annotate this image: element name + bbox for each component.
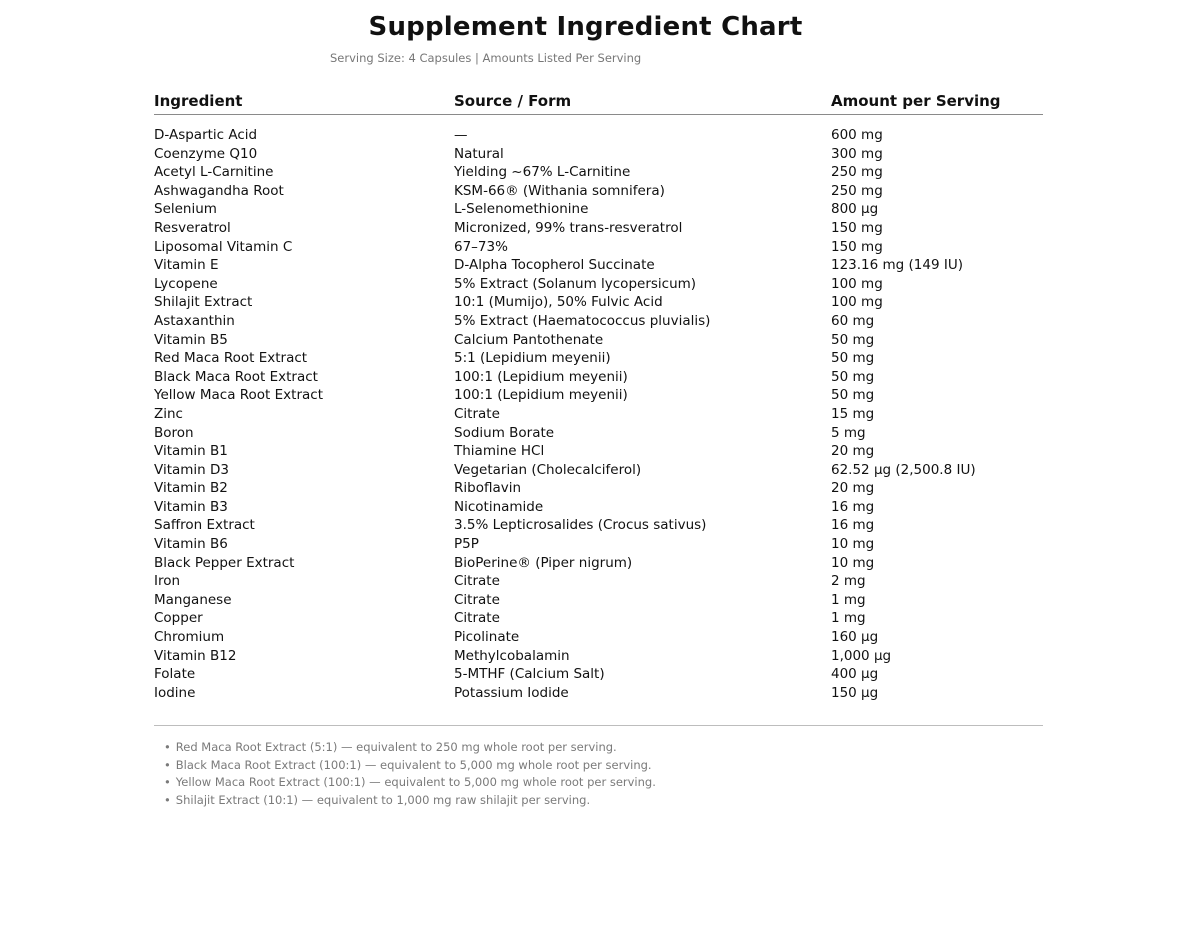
bullet-icon: • bbox=[164, 740, 171, 754]
ingredient-cell: Copper bbox=[154, 610, 203, 627]
amount-cell: 16 mg bbox=[831, 517, 875, 534]
source-form-cell: Citrate bbox=[454, 610, 500, 627]
table-row bbox=[154, 572, 1043, 591]
amount-cell: 20 mg bbox=[831, 480, 875, 497]
ingredient-cell: Manganese bbox=[154, 591, 232, 608]
footnote-text: Red Maca Root Extract (5:1) — equivalent to 250 mg whole root per serving. bbox=[175, 740, 617, 754]
ingredient-cell: Vitamin B3 bbox=[154, 498, 228, 515]
table-row bbox=[154, 479, 1043, 498]
table-row bbox=[154, 126, 1043, 145]
table-row bbox=[154, 312, 1043, 331]
source-form-cell: 5:1 (Lepidium meyenii) bbox=[454, 350, 611, 367]
source-form-cell: Calcium Pantothenate bbox=[454, 331, 604, 348]
amount-cell: 250 mg bbox=[831, 182, 883, 199]
amount-cell: 300 mg bbox=[831, 145, 883, 162]
table-row bbox=[154, 628, 1043, 647]
table-body bbox=[154, 126, 1043, 702]
footnotes-list bbox=[164, 739, 656, 810]
table-row bbox=[154, 609, 1043, 628]
table-row bbox=[154, 293, 1043, 312]
source-form-cell: Citrate bbox=[454, 573, 500, 590]
source-form-cell: — bbox=[454, 127, 468, 143]
table-row bbox=[154, 591, 1043, 610]
amount-cell: 10 mg bbox=[831, 554, 875, 571]
amount-cell: 50 mg bbox=[831, 387, 875, 404]
header-ingredient: Ingredient bbox=[154, 92, 243, 110]
amount-cell: 50 mg bbox=[831, 331, 875, 348]
ingredient-cell: Red Maca Root Extract bbox=[154, 350, 308, 367]
table-row bbox=[154, 535, 1043, 554]
table-row bbox=[154, 238, 1043, 257]
ingredient-cell: Chromium bbox=[154, 629, 225, 646]
source-form-cell: Thiamine HCl bbox=[454, 443, 545, 460]
ingredient-cell: Vitamin B6 bbox=[154, 536, 228, 553]
bullet-icon: • bbox=[164, 757, 171, 772]
table-row bbox=[154, 424, 1043, 443]
serving-size-subtitle: Serving Size: 4 Capsules | Amounts Listed Per Serving bbox=[330, 51, 642, 65]
amount-cell: 1 mg bbox=[831, 591, 866, 608]
amount-cell: 10 mg bbox=[831, 536, 875, 553]
amount-cell: 150 µg bbox=[831, 684, 879, 701]
source-form-cell: Micronized, 99% trans-resveratrol bbox=[454, 219, 683, 236]
source-form-cell: 3.5% Lepticrosalides (Crocus sativus) bbox=[454, 517, 707, 534]
amount-cell: 62.52 µg (2,500.8 IU) bbox=[831, 461, 976, 478]
amount-cell: 400 µg bbox=[831, 666, 879, 683]
amount-cell: 800 µg bbox=[831, 201, 879, 218]
amount-cell: 15 mg bbox=[831, 405, 875, 422]
amount-cell: 100 mg bbox=[831, 294, 883, 311]
table-row bbox=[154, 368, 1043, 387]
table-row bbox=[154, 331, 1043, 350]
amount-cell: 16 mg bbox=[831, 498, 875, 515]
ingredient-cell: Folate bbox=[154, 666, 196, 683]
table-row bbox=[154, 256, 1043, 275]
table-row bbox=[154, 405, 1043, 424]
ingredient-cell: Vitamin D3 bbox=[154, 461, 229, 478]
bullet-icon: • bbox=[164, 775, 171, 790]
source-form-cell: 100:1 (Lepidium meyenii) bbox=[454, 387, 628, 404]
table-row bbox=[154, 516, 1043, 535]
table-row bbox=[154, 219, 1043, 238]
amount-cell: 150 mg bbox=[831, 238, 883, 255]
page-title: Supplement Ingredient Chart bbox=[368, 12, 803, 42]
ingredient-cell: D-Aspartic Acid bbox=[154, 127, 258, 143]
source-form-cell: BioPerine® (Piper nigrum) bbox=[454, 554, 633, 571]
amount-cell: 60 mg bbox=[831, 312, 875, 329]
amount-cell: 100 mg bbox=[831, 275, 883, 292]
source-form-cell: Nicotinamide bbox=[454, 498, 544, 515]
table-row bbox=[154, 349, 1043, 368]
ingredient-cell: Vitamin B12 bbox=[154, 647, 237, 664]
source-form-cell: 67–73% bbox=[454, 238, 508, 255]
source-form-cell: 100:1 (Lepidium meyenii) bbox=[454, 368, 628, 385]
amount-cell: 123.16 mg (149 IU) bbox=[831, 257, 963, 274]
amount-cell: 160 µg bbox=[831, 629, 879, 646]
table-row bbox=[154, 182, 1043, 201]
ingredient-cell: Vitamin B2 bbox=[154, 480, 228, 497]
ingredient-cell: Saffron Extract bbox=[154, 517, 255, 534]
bullet-icon: • bbox=[164, 793, 171, 808]
footnote-divider bbox=[154, 725, 1043, 726]
ingredient-cell: Boron bbox=[154, 424, 194, 441]
ingredient-table bbox=[154, 90, 1043, 702]
source-form-cell: Citrate bbox=[454, 405, 500, 422]
source-form-cell: Yielding ~67% L-Carnitine bbox=[454, 164, 631, 181]
source-form-cell: Sodium Borate bbox=[454, 424, 555, 441]
amount-cell: 5 mg bbox=[831, 424, 866, 441]
source-form-cell: P5P bbox=[454, 536, 479, 553]
ingredient-cell: Astaxanthin bbox=[154, 312, 235, 329]
amount-cell: 250 mg bbox=[831, 164, 883, 181]
amount-cell: 150 mg bbox=[831, 219, 883, 236]
ingredient-cell: Iron bbox=[154, 573, 181, 590]
ingredient-cell: Zinc bbox=[154, 405, 183, 422]
table-row bbox=[154, 684, 1043, 703]
table-row bbox=[154, 647, 1043, 666]
footnote-item bbox=[164, 757, 656, 775]
ingredient-cell: Liposomal Vitamin C bbox=[154, 238, 293, 255]
ingredient-cell: Resveratrol bbox=[154, 219, 231, 236]
table-row bbox=[154, 275, 1043, 294]
ingredient-cell: Vitamin B1 bbox=[154, 443, 228, 460]
amount-cell: 2 mg bbox=[831, 573, 866, 590]
source-form-cell: 5-MTHF (Calcium Salt) bbox=[454, 666, 605, 683]
ingredient-cell: Ashwagandha Root bbox=[154, 182, 284, 199]
table-row bbox=[154, 665, 1043, 684]
table-row bbox=[154, 163, 1043, 182]
source-form-cell: Methylcobalamin bbox=[454, 647, 570, 664]
footnote-text: Shilajit Extract (10:1) — equivalent to 1,000 mg raw shilajit per serving. bbox=[175, 793, 591, 808]
table-header bbox=[154, 90, 1043, 115]
source-form-cell: Potassium Iodide bbox=[454, 684, 569, 701]
source-form-cell: 5% Extract (Solanum lycopersicum) bbox=[454, 275, 697, 292]
ingredient-cell: Vitamin B5 bbox=[154, 331, 228, 348]
source-form-cell: Picolinate bbox=[454, 629, 520, 646]
amount-cell: 1 mg bbox=[831, 610, 866, 627]
header-source-form: Source / Form bbox=[454, 92, 572, 110]
footnote-item bbox=[164, 792, 656, 810]
amount-cell: 50 mg bbox=[831, 368, 875, 385]
ingredient-cell: Shilajit Extract bbox=[154, 294, 253, 311]
ingredient-cell: Black Maca Root Extract bbox=[154, 368, 318, 385]
table-row bbox=[154, 200, 1043, 219]
ingredient-cell: Acetyl L-Carnitine bbox=[154, 164, 274, 181]
table-row bbox=[154, 145, 1043, 164]
header-amount: Amount per Serving bbox=[831, 92, 1001, 110]
table-row bbox=[154, 554, 1043, 573]
ingredient-cell: Black Pepper Extract bbox=[154, 554, 295, 571]
source-form-cell: Citrate bbox=[454, 591, 500, 608]
ingredient-cell: Lycopene bbox=[154, 275, 218, 292]
ingredient-cell: Iodine bbox=[154, 684, 196, 701]
footnote-text: Yellow Maca Root Extract (100:1) — equivalent to 5,000 mg whole root per serving. bbox=[175, 775, 656, 790]
footnote-item bbox=[164, 774, 656, 792]
source-form-cell: 5% Extract (Haematococcus pluvialis) bbox=[454, 312, 711, 329]
source-form-cell: Riboflavin bbox=[454, 480, 522, 497]
source-form-cell: D-Alpha Tocopherol Succinate bbox=[454, 257, 655, 274]
table-row bbox=[154, 386, 1043, 405]
table-row bbox=[154, 498, 1043, 517]
ingredient-cell: Selenium bbox=[154, 201, 217, 218]
amount-cell: 1,000 µg bbox=[831, 647, 892, 664]
amount-cell: 20 mg bbox=[831, 443, 875, 460]
source-form-cell: 10:1 (Mumijo), 50% Fulvic Acid bbox=[454, 294, 663, 311]
source-form-cell: L-Selenomethionine bbox=[454, 201, 589, 218]
amount-cell: 600 mg bbox=[831, 127, 883, 143]
table-row bbox=[154, 442, 1043, 461]
amount-cell: 50 mg bbox=[831, 350, 875, 367]
ingredient-cell: Vitamin E bbox=[154, 257, 219, 274]
source-form-cell: Vegetarian (Cholecalciferol) bbox=[454, 461, 642, 478]
source-form-cell: Natural bbox=[454, 145, 504, 162]
source-form-cell: KSM-66® (Withania somnifera) bbox=[454, 182, 665, 199]
footnote-item bbox=[164, 739, 656, 757]
table-row bbox=[154, 461, 1043, 480]
ingredient-cell: Coenzyme Q10 bbox=[154, 145, 258, 162]
ingredient-cell: Yellow Maca Root Extract bbox=[154, 387, 323, 404]
footnote-text: Black Maca Root Extract (100:1) — equivalent to 5,000 mg whole root per serving. bbox=[175, 757, 652, 772]
